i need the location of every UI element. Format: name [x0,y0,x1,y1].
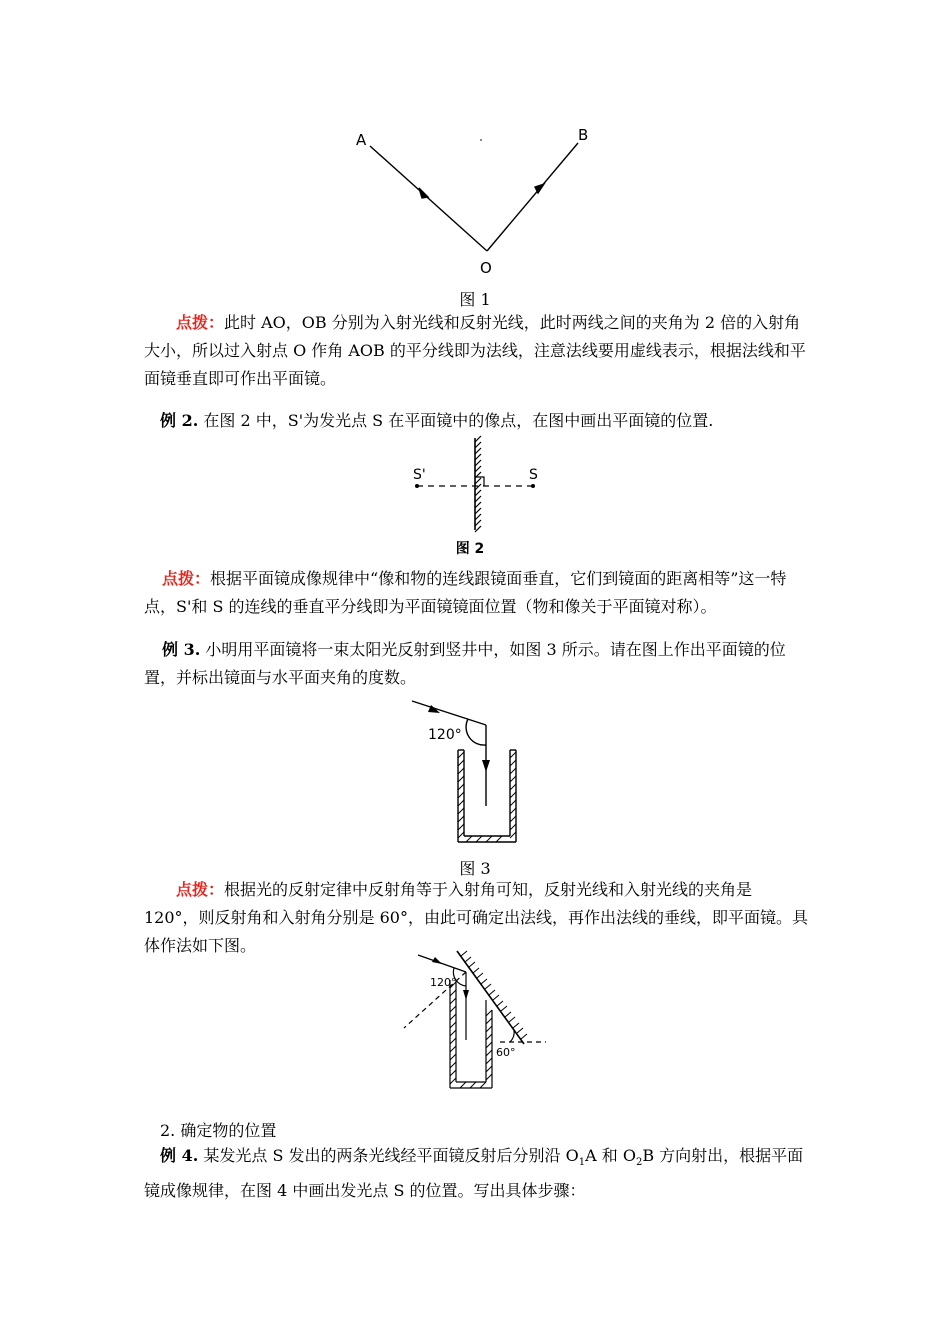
label-a: A [356,131,367,149]
section-2-heading [144,1117,808,1145]
tip-1-text: 此时 AO，OB 分别为入射光线和反射光线，此时两线之间的夹角为 2 倍的入射角大小，所以过入射点 O 作角 AOB 的平分线即为法线，注意法线要用虚线表示，根据法线和平面镜垂直即可作出平面镜。 [144,313,806,388]
example-4-text-2: A 和 O [585,1146,636,1165]
arrow-icon [463,990,469,1000]
label-b: B [578,126,589,144]
tip-3-text: 根据光的反射定律中反射角等于入射角可知，反射光线和入射光线的夹角是 120°，则反射角和入射角分别是 60°，由此可确定出法线，再作出法线的垂线，即平面镜。具体作法如下图。 [144,880,808,955]
figure-3-caption: 图 3 [459,859,491,878]
section-2-heading-text: 2. 确定物的位置 [160,1121,277,1140]
figure-1-caption: 图 1 [459,290,491,309]
incident-ray [418,955,466,972]
label-s-prime: S' [413,467,426,483]
vertical-well [450,980,492,1088]
arrow-icon [432,957,442,964]
tip-2-prefix: 点拨： [162,569,211,588]
tip-1-prefix: 点拨： [176,313,225,332]
angle-arc-60 [510,1030,514,1042]
example-3-text: 小明用平面镜将一束太阳光反射到竖井中，如图 3 所示。请在图上作出平面镜的位置，并标出镜面与水平面夹角的度数。 [144,640,786,687]
example-4-paragraph [144,1142,808,1205]
example-4-prefix: 例 4. [160,1146,199,1165]
example-2-text: 在图 2 中，S'为发光点 S 在平面镜中的像点，在图中画出平面镜的位置. [203,411,714,430]
mirror-hatching [461,951,527,1039]
example-4-text-3: B 方向射出，根据平面镜成像规律，在图 4 中画出发光点 S 的位置。写出具体步骤： [144,1146,804,1201]
angle-label-120: 120° [430,976,457,989]
label-o: O [480,259,492,277]
tip-2-text: 根据平面镜成像规律中“像和物的连线跟镜面垂直，它们到镜面的距离相等”这一特点，S'和 S 的连线的垂直平分线即为平面镜镜面位置（物和像关于平面镜对称）。 [144,569,787,616]
label-s: S [529,467,538,483]
example-4-sub-1: 1 [578,1157,586,1169]
angle-label-60: 60° [496,1046,516,1059]
angle-label-120: 120° [428,727,462,743]
example-4-text-1: 某发光点 S 发出的两条光线经平面镜反射后分别沿 O [203,1146,579,1165]
example-4-sub-2: 2 [635,1157,643,1169]
figure-2-caption: 图 2 [455,541,485,557]
example-3-prefix: 例 3. [162,640,201,659]
example-2-prefix: 例 2. [160,411,199,430]
tip-3-prefix: 点拨： [176,880,225,899]
